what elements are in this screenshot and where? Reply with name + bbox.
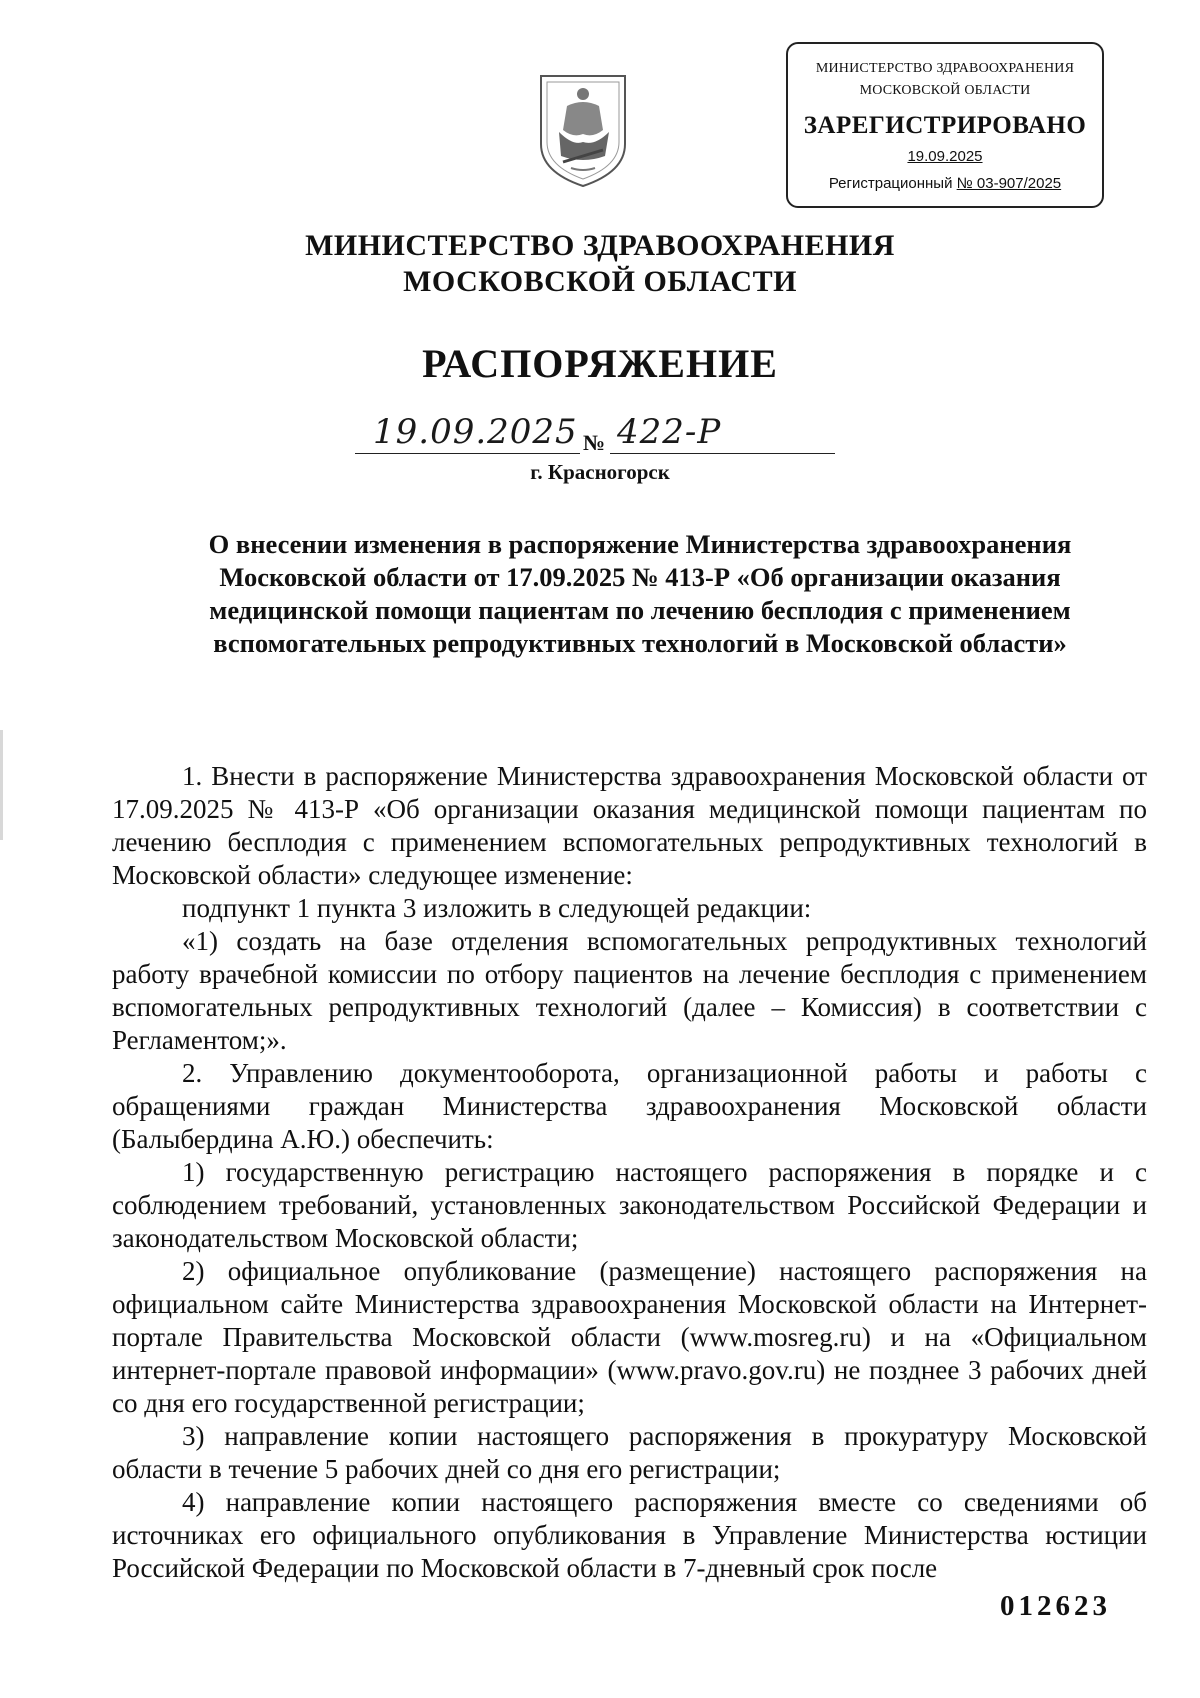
- form-code: 012623: [1000, 1590, 1111, 1622]
- paragraph: 3) направление копии настоящего распоряжения в прокуратуру Московской области в течение 5 рабочих дней со дня его регистрации;: [112, 1421, 1147, 1484]
- registration-stamp: [786, 42, 1104, 208]
- paragraph: подпункт 1 пункта 3 изложить в следующей редакции:: [182, 893, 812, 923]
- date-underline: [355, 453, 580, 455]
- paragraph: 2) официальное опубликование (размещение) настоящего распоряжения на официальном сайте Министерства здравоохранения Московской области на Интернет-портале Правительства Московской области (www.mosreg.ru) и на «Официальном интернет-портале правовой информации» (www.pravo.gov.ru) не позднее 3 рабочих дней со дня его государственной регистрации;: [112, 1256, 1147, 1418]
- handwritten-number: 422-Р: [617, 412, 722, 452]
- document-body: [112, 760, 1147, 1585]
- moscow-oblast-coat-of-arms-icon: [533, 72, 633, 190]
- document-subject: О внесении изменения в распоряжение Министерства здравоохранения Московской области от 17.09.2025 № 413-Р «Об организации оказания медицинской помощи пациентам по лечению бесплодия с применением вспомогательных репродуктивных технологий в Московской области»: [208, 529, 1072, 658]
- date-number-line: [355, 412, 835, 458]
- paragraph: 1) государственную регистрацию настоящего распоряжения в порядке и с соблюдением требований, установленных законодательством Российской Федерации и законодательством Московской области;: [112, 1157, 1147, 1253]
- paragraph: 2. Управлению документооборота, организационной работы и работы с обращениями граждан Министерства здравоохранения Московской области (Балыбердина А.Ю.) обеспечить:: [112, 1058, 1147, 1154]
- city: г. Красногорск: [530, 460, 670, 484]
- paragraph: 4) направление копии настоящего распоряжения вместе со сведениями об источниках его официального опубликования в Управление Министерства юстиции Российской Федерации по Московской области в 7-дневный срок после: [112, 1487, 1147, 1583]
- paragraph: 1. Внести в распоряжение Министерства здравоохранения Московской области от 17.09.2025 № 413-Р «Об организации оказания медицинской помощи пациентам по лечению бесплодия с применением вспомогательных репродуктивных технологий в Московской области» следующее изменение:: [112, 761, 1147, 890]
- stamp-date: 19.09.2025: [907, 148, 983, 165]
- stamp-organization: МИНИСТЕРСТВО ЗДРАВООХРАНЕНИЯ МОСКОВСКОЙ ОБЛАСТИ: [815, 61, 1075, 98]
- handwritten-date: 19.09.2025: [373, 412, 578, 452]
- stamp-registration-number: Регистрационный № 03-907/2025: [828, 175, 1062, 192]
- ministry-name: МИНИСТЕРСТВО ЗДРАВООХРАНЕНИЯ МОСКОВСКОЙ ОБЛАСТИ: [305, 229, 895, 298]
- document-type: РАСПОРЯЖЕНИЕ: [422, 341, 778, 386]
- scan-edge-mark: [0, 730, 3, 840]
- paragraph: «1) создать на базе отделения вспомогательных репродуктивных технологий работу врачебной комиссии по отбору пациентов на лечение бесплодия с применением вспомогательных репродуктивных технологий (далее – Комиссия) в соответствии с Регламентом;».: [112, 926, 1147, 1055]
- stamp-status: ЗАРЕГИСТРИРОВАНО: [803, 112, 1087, 139]
- number-sign: №: [583, 430, 606, 455]
- number-underline: [610, 453, 835, 455]
